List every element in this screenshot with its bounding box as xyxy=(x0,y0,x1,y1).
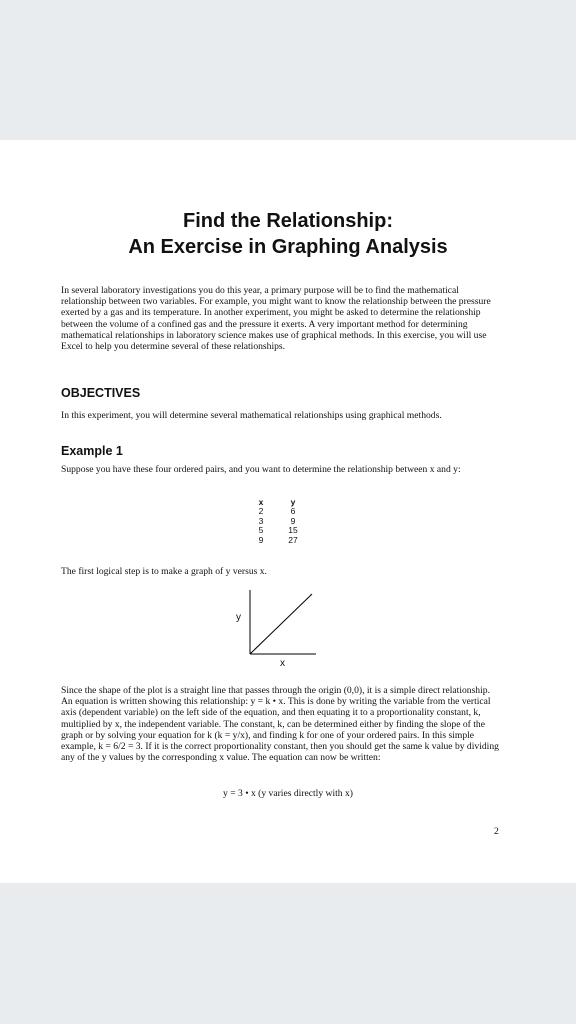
direct-relationship-graph xyxy=(230,582,320,662)
table-cell: 9 xyxy=(258,534,264,545)
graph-x-label: x xyxy=(280,658,285,669)
objectives-heading: OBJECTIVES xyxy=(61,386,141,400)
trend-line xyxy=(250,594,312,654)
graph-intro-paragraph: The first logical step is to make a graph of y versus x. xyxy=(61,566,267,577)
table-row xyxy=(245,517,309,526)
table-cell: 6 xyxy=(290,506,296,517)
table-row xyxy=(245,526,309,535)
explanation-paragraph: Since the shape of the plot is a straight line that passes through the origin (0,0), it is a simple direct relationship. An equation is written showing this relationship: y = k • x. This is done by writing the variable from the vertical axis (dependent variable) on the left side of the equation, and then equating it to a proportionality constant, k, multiplied by x, the independent variable. The constant, k, can be determined either by finding the slope of the graph or by solving your equation for k (k = y/x), and finding k for one of your ordered pairs. In this simple example, k = 6/2 = 3. If it is the correct proportionality constant, then you should get the same k value by dividing any of the y values by the corresponding x value. The equation can now be written: xyxy=(61,685,499,764)
table-header-x: x xyxy=(258,497,264,507)
document-page xyxy=(0,140,576,883)
table-cell: 3 xyxy=(258,515,264,526)
table-row xyxy=(245,507,309,516)
table-cell: 9 xyxy=(290,515,296,526)
title-line-1: Find the Relationship: xyxy=(183,210,393,232)
example-heading: Example 1 xyxy=(61,444,123,458)
graph-y-label: y xyxy=(236,612,241,623)
objectives-paragraph: In this experiment, you will determine several mathematical relationships using graphical methods. xyxy=(61,410,442,421)
page-number: 2 xyxy=(494,826,499,837)
table-cell: 15 xyxy=(288,525,298,536)
equation-line: y = 3 • x (y varies directly with x) xyxy=(223,788,353,799)
title-line-2: An Exercise in Graphing Analysis xyxy=(128,236,448,258)
table-header-y: y xyxy=(290,497,296,507)
table-cell: 2 xyxy=(258,506,264,517)
table-row xyxy=(245,536,309,545)
intro-paragraph: In several laboratory investigations you do this year, a primary purpose will be to find the mathematical relationship between two variables. For example, you might want to know the relationship between the pressure exerted by a gas and its temperature. In another experiment, you might be asked to determine the relationship between the volume of a confined gas and the pressure it exerts. A very important method for determining mathematical relationships in laboratory science makes use of graphical methods. In this exercise, you will use Excel to help you determine several of these relationships. xyxy=(61,285,491,353)
table-header-row xyxy=(245,498,309,507)
table-cell: 5 xyxy=(258,525,264,536)
data-table xyxy=(245,498,309,545)
table-cell: 27 xyxy=(288,534,298,545)
example-paragraph: Suppose you have these four ordered pairs, and you want to determine the relationship between x and y: xyxy=(61,464,461,475)
